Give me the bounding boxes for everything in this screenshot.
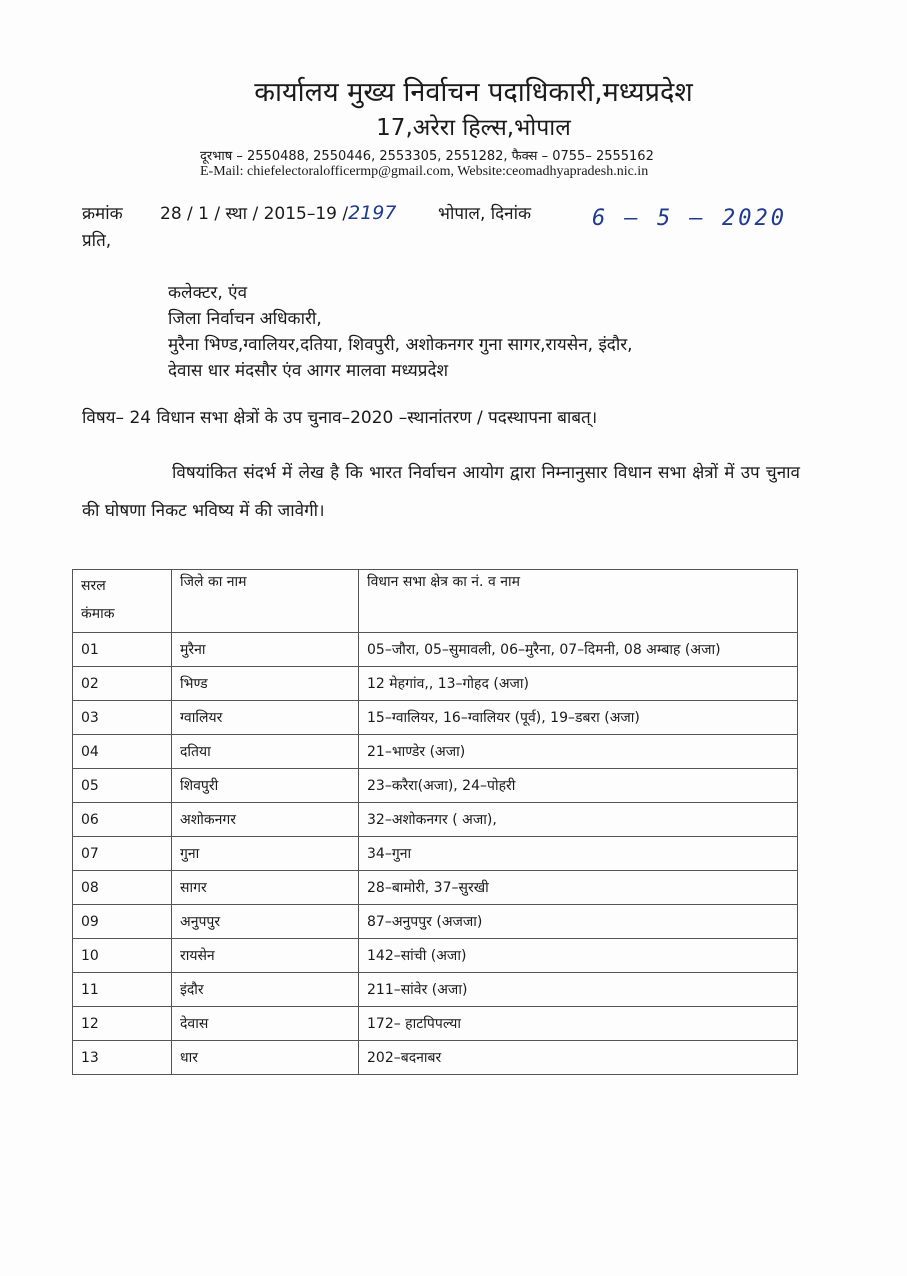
table-row [73,735,798,769]
table-row [73,803,798,837]
to-label: प्रति, [82,231,112,251]
header-constituency: विधान सभा क्षेत्र का नं. व नाम [359,570,798,633]
cell-serial: 10 [73,939,172,973]
cell-serial: 03 [73,701,172,735]
handwritten-date: 6 – 5 – 2020 [592,206,787,231]
cell-constituency: 32–अशोकनगर ( अजा), [359,803,798,837]
cell-constituency: 87–अनुपपुर (अजजा) [359,905,798,939]
constituency-table [72,569,798,1075]
header-district: जिले का नाम [172,570,359,633]
cell-constituency: 142–सांची (अजा) [359,939,798,973]
header-serial-line1: सरल [81,578,106,594]
office-address: 17,अरेरा हिल्स,भोपाल [376,115,571,141]
table-row [73,633,798,667]
table-row [73,701,798,735]
cell-constituency: 34–गुना [359,837,798,871]
cell-constituency: 05–जौरा, 05–सुमावली, 06–मुरैना, 07–दिमनी, 08 अम्बाह (अजा) [359,633,798,667]
cell-constituency: 172– हाटपिपल्या [359,1007,798,1041]
cell-serial: 04 [73,735,172,769]
cell-constituency: 12 मेहगांव,, 13–गोहद (अजा) [359,667,798,701]
header-serial [73,570,172,633]
cell-district: इंदौर [172,973,359,1007]
table-row [73,973,798,1007]
reference-number-printed: 28 / 1 / स्था / 2015–19 / [160,204,349,224]
reference-number [160,201,396,224]
cell-district: ग्वालियर [172,701,359,735]
cell-serial: 11 [73,973,172,1007]
cell-district: मुरैना [172,633,359,667]
table-row [73,769,798,803]
recipient-address [168,280,633,384]
cell-constituency: 202–बदनाबर [359,1041,798,1075]
phone-fax-line: दूरभाष – 2550488, 2550446, 2553305, 2551282, फैक्स – 0755– 2555162 [200,149,654,164]
place-date-label: भोपाल, दिनांक [438,204,532,224]
table-row [73,1007,798,1041]
cell-constituency: 21–भाण्डेर (अजा) [359,735,798,769]
header-serial-line2: कंमाक [81,606,115,622]
cell-serial: 02 [73,667,172,701]
reference-label: क्रमांक [82,204,123,224]
cell-district: सागर [172,871,359,905]
cell-serial: 08 [73,871,172,905]
cell-district: अशोकनगर [172,803,359,837]
cell-district: धार [172,1041,359,1075]
cell-district: अनुपपुर [172,905,359,939]
cell-district: शिवपुरी [172,769,359,803]
table-row [73,905,798,939]
cell-serial: 13 [73,1041,172,1075]
table-row [73,837,798,871]
table-header-row [73,570,798,633]
cell-serial: 05 [73,769,172,803]
cell-constituency: 28–बामोरी, 37–सुरखी [359,871,798,905]
cell-serial: 06 [73,803,172,837]
cell-district: गुना [172,837,359,871]
recipient-line: जिला निर्वाचन अधिकारी, [168,309,322,329]
recipient-line: कलेक्टर, एंव [168,283,248,303]
email-website-line: E-Mail: chiefelectoralofficermp@gmail.com, Website:ceomadhyapradesh.nic.in [200,164,649,179]
cell-serial: 12 [73,1007,172,1041]
table-row [73,667,798,701]
cell-constituency: 15–ग्वालियर, 16–ग्वालियर (पूर्व), 19–डबरा (अजा) [359,701,798,735]
table-row [73,939,798,973]
cell-constituency: 23–करैरा(अजा), 24–पोहरी [359,769,798,803]
recipient-line: मुरैना भिण्ड,ग्वालियर,दतिया, शिवपुरी, अशोकनगर गुना सागर,रायसेन, इंदौर, [168,335,633,355]
subject-line: विषय– 24 विधान सभा क्षेत्रों के उप चुनाव–2020 –स्थानांतरण / पदस्थापना बाबत्। [82,408,598,428]
cell-district: दतिया [172,735,359,769]
cell-serial: 01 [73,633,172,667]
cell-serial: 07 [73,837,172,871]
cell-constituency: 211–सांवेर (अजा) [359,973,798,1007]
body-paragraph: विषयांकित संदर्भ में लेख है कि भारत निर्वाचन आयोग द्वारा निम्नानुसार विधान सभा क्षेत्रों में उप चुनाव की घोषणा निकट भविष्य में की जावेगी। [82,463,800,521]
table-row [73,1041,798,1075]
cell-district: देवास [172,1007,359,1041]
cell-serial: 09 [73,905,172,939]
table-row [73,871,798,905]
recipient-line: देवास धार मंदसौर एंव आगर मालवा मध्यप्रदेश [168,361,449,381]
cell-district: रायसेन [172,939,359,973]
cell-district: भिण्ड [172,667,359,701]
reference-handwritten-number: 2197 [348,202,397,224]
office-title: कार्यालय मुख्य निर्वाचन पदाधिकारी,मध्यप्रदेश [254,77,693,108]
